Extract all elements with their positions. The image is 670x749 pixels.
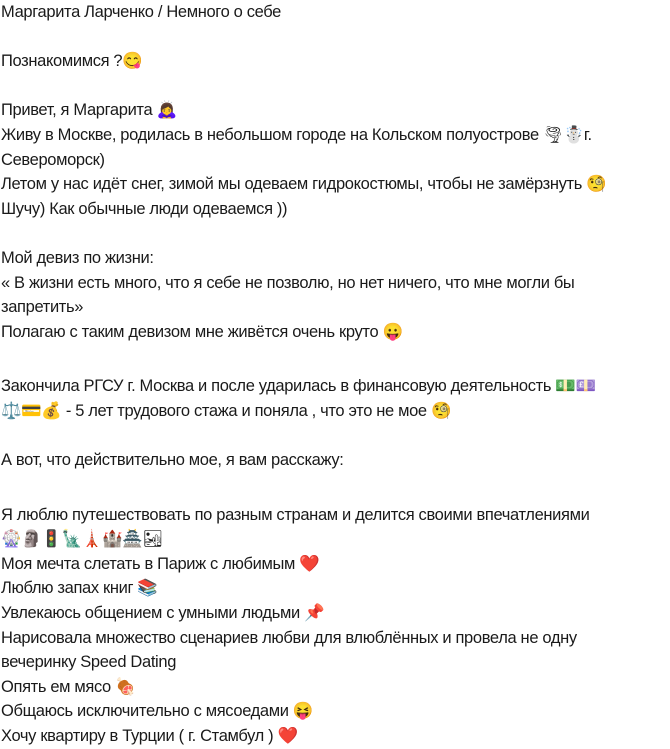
text-line: ⚖️💳💰 - 5 лет трудового стажа и поняла , что это не мое 🧐	[1, 401, 452, 420]
text-line: вечеринку Speed Dating	[1, 653, 177, 672]
text-line: « В жизни есть много, что я себе не позволю, но нет ничего, что мне могли бы	[1, 273, 575, 292]
travel-emoji-line: 🎡🗿🚦🗽🗼🏰🏯🏜	[1, 530, 163, 549]
text-line: Я люблю путешествовать по разным странам и делится своими впечатлениями	[1, 505, 590, 524]
text-line: Нарисовала множество сценариев любви для влюблённых и провела не одну	[1, 628, 577, 647]
text-line: Шучу) Как обычные люди одеваемся ))	[1, 199, 288, 218]
text-line: Живу в Москве, родилась в небольшом городе на Кольском полуострове 🌪☃️г.	[1, 125, 592, 144]
text-line: Хочу квартиру в Турции ( г. Стамбул ) ❤️	[1, 727, 298, 746]
text-line: запретить»	[1, 298, 84, 317]
text-line: Летом у нас идёт снег, зимой мы одеваем гидрокостюмы, чтобы не замёрзнуть 🧐	[1, 175, 607, 194]
hobbies-paragraph	[1, 503, 606, 749]
text-line: Закончила РГСУ г. Москва и после ударилась в финансовую деятельность 💵💷	[1, 377, 596, 396]
text-line: Привет, я Маргарита 🙇‍♀️	[1, 101, 177, 120]
text-line: Опять ем мясо 🍖	[1, 677, 136, 696]
spacer	[1, 473, 606, 503]
intro-paragraph	[1, 98, 606, 221]
text-line: Североморск)	[1, 150, 105, 169]
spacer	[1, 74, 606, 99]
transition-text: А вот, что действительно мое, я вам расскажу:	[1, 451, 344, 470]
page-title: Маргарита Ларченко / Немного о себе	[1, 3, 282, 21]
text-line: Полагаю с таким девизом мне живётся очень круто 😛	[1, 322, 403, 341]
spacer	[1, 424, 606, 449]
text-line: Люблю запах книг 📚	[1, 579, 158, 598]
career-paragraph	[1, 374, 606, 423]
text-line: Увлекаюсь общением с умными людьми 📌	[1, 604, 325, 623]
text-line: Моя мечта слетать в Париж с любимым ❤️	[1, 554, 320, 573]
motto-paragraph	[1, 246, 606, 344]
text-line: Мой девиз по жизни:	[1, 248, 154, 267]
greeting: Познакомимся ?😋	[1, 52, 143, 71]
document	[1, 0, 606, 749]
text-line: Общаюсь исключительно с мясоедами 😝	[1, 702, 314, 721]
spacer	[1, 344, 606, 374]
spacer	[1, 221, 606, 246]
spacer	[1, 25, 606, 50]
